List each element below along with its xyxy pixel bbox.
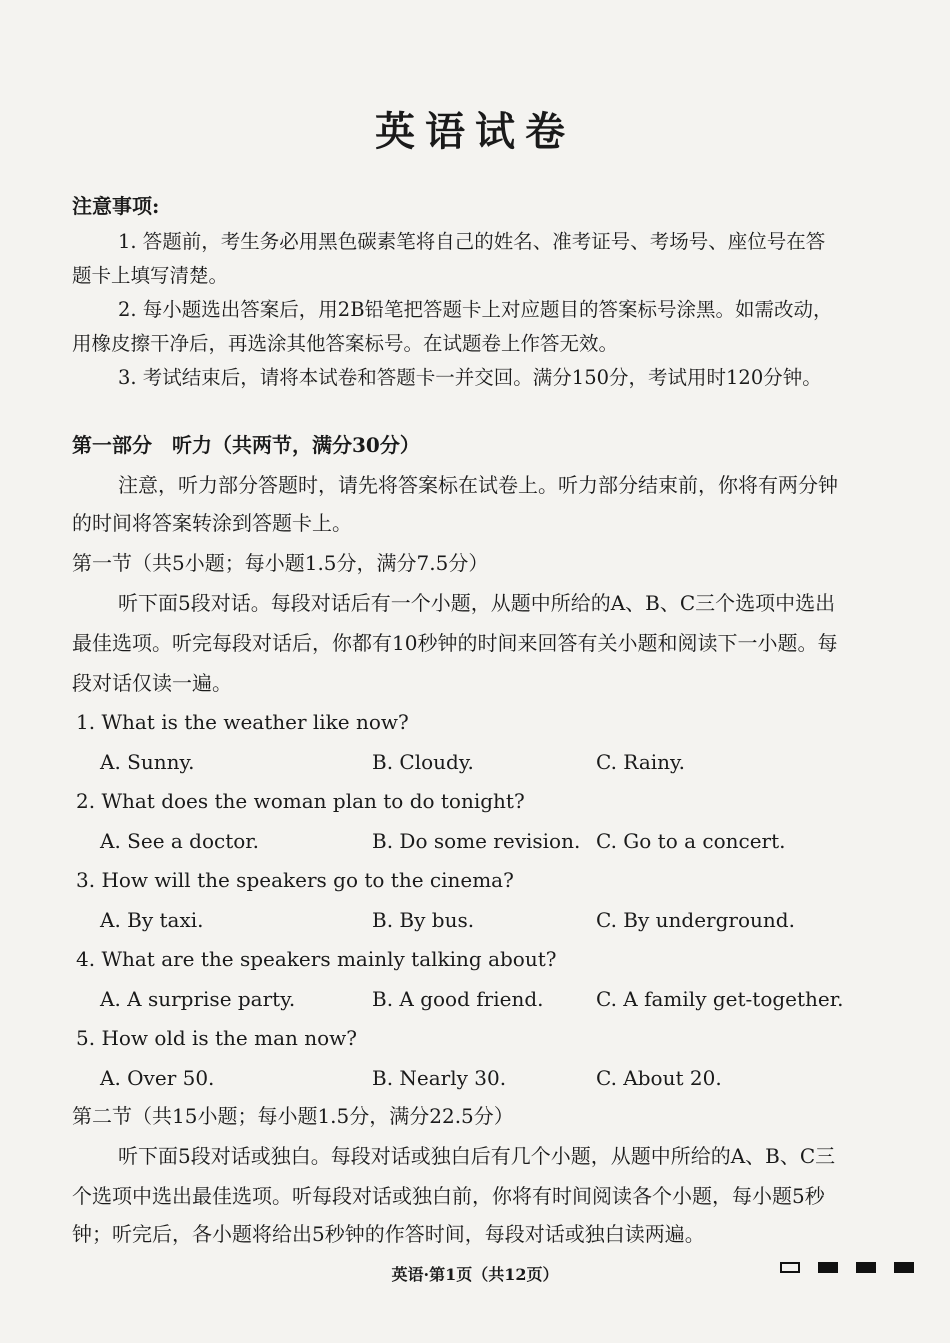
notice-heading: 注意事项: (72, 194, 160, 218)
question-2-option-c: C. Go to a concert. (596, 829, 786, 853)
question-2: 2. What does the woman plan to do tonight? (76, 789, 525, 813)
part1-heading: 第一部分 听力（共两节，满分30分） (72, 433, 420, 457)
question-5-option-a: A. Over 50. (100, 1066, 215, 1090)
scan-mark-icon (856, 1262, 876, 1273)
question-4: 4. What are the speakers mainly talking about? (76, 947, 557, 971)
scan-mark-hollow-icon (780, 1262, 800, 1273)
part1-intro-a: 注意，听力部分答题时，请先将答案标在试卷上。听力部分结束前，你将有两分钟 (118, 473, 838, 497)
scan-mark-icon (894, 1262, 914, 1273)
question-5-option-b: B. Nearly 30. (372, 1066, 507, 1090)
question-2-option-a: A. See a doctor. (100, 829, 260, 853)
part1-intro-b: 的时间将答案转涂到答题卡上。 (72, 511, 352, 535)
notice-line-3: 3. 考试结束后，请将本试卷和答题卡一并交回。满分150分，考试用时120分钟。 (118, 366, 822, 389)
question-3-option-c: C. By underground. (596, 908, 795, 932)
page-title: 英语试卷 (375, 108, 575, 155)
section1-intro-a: 听下面5段对话。每段对话后有一个小题，从题中所给的A、B、C三个选项中选出 (118, 591, 836, 615)
question-4-option-b: B. A good friend. (372, 987, 544, 1011)
question-5: 5. How old is the man now? (76, 1026, 358, 1050)
scan-mark-icon (818, 1262, 838, 1273)
question-4-option-a: A. A surprise party. (100, 987, 296, 1011)
notice-line-1b: 题卡上填写清楚。 (72, 264, 229, 287)
section2-intro-c: 钟；听完后，各小题将给出5秒钟的作答时间，每段对话或独白读两遍。 (72, 1222, 705, 1246)
section1-intro-c: 段对话仅读一遍。 (72, 671, 232, 695)
section1-heading: 第一节（共5小题；每小题1.5分，满分7.5分） (72, 551, 489, 575)
notice-line-2a: 2. 每小题选出答案后，用2B铅笔把答题卡上对应题目的答案标号涂黑。如需改动， (118, 298, 833, 321)
section2-intro-a: 听下面5段对话或独白。每段对话或独白后有几个小题，从题中所给的A、B、C三 (118, 1144, 836, 1168)
notice-line-1a: 1. 答题前，考生务必用黑色碳素笔将自己的姓名、准考证号、考场号、座位号在答 (118, 230, 826, 253)
question-2-option-b: B. Do some revision. (372, 829, 581, 853)
section1-intro-b: 最佳选项。听完每段对话后，你都有10秒钟的时间来回答有关小题和阅读下一小题。每 (72, 631, 838, 655)
section2-intro-b: 个选项中选出最佳选项。听每段对话或独白前，你将有时间阅读各个小题，每小题5秒 (72, 1184, 825, 1208)
notice-line-2b: 用橡皮擦干净后，再选涂其他答案标号。在试题卷上作答无效。 (72, 332, 619, 355)
question-3: 3. How will the speakers go to the cinema? (76, 868, 514, 892)
question-3-option-a: A. By taxi. (100, 908, 204, 932)
question-1: 1. What is the weather like now? (76, 710, 409, 734)
question-1-option-b: B. Cloudy. (372, 750, 474, 774)
page-footer: 英语·第1页（共12页） (391, 1265, 559, 1284)
section2-heading: 第二节（共15小题；每小题1.5分，满分22.5分） (72, 1104, 514, 1128)
question-3-option-b: B. By bus. (372, 908, 475, 932)
question-1-option-a: A. Sunny. (100, 750, 195, 774)
question-5-option-c: C. About 20. (596, 1066, 722, 1090)
question-4-option-c: C. A family get-together. (596, 987, 844, 1011)
scan-marks (780, 1262, 914, 1273)
question-1-option-c: C. Rainy. (596, 750, 686, 774)
